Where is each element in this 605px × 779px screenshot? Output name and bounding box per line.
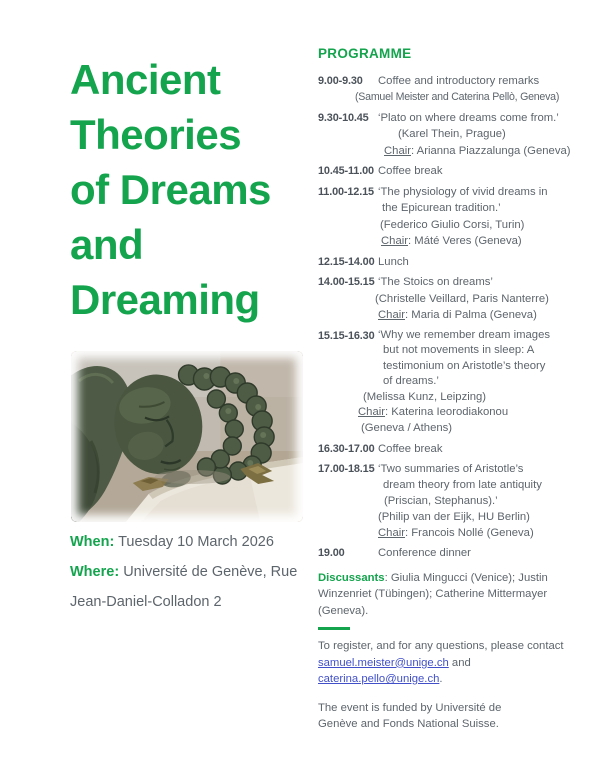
programme-event — [318, 461, 592, 541]
detail-label: Where: — [70, 564, 120, 580]
registration-text: To register, and for any questions, please contact — [318, 640, 564, 653]
event-line: of dreams.’ — [383, 375, 439, 388]
programme-event — [318, 274, 592, 324]
detail-line: When: Tuesday 10 March 2026 — [70, 534, 274, 550]
event-line: Coffee and introductory remarks — [378, 74, 540, 87]
title-line: and — [70, 221, 144, 268]
event-chair-line: Chair: Katerina Ieorodiakonou — [358, 406, 509, 419]
event-line: Coffee break — [378, 442, 443, 455]
funding-paragraph: The event is funded by Université de Genève and Fonds National Suisse. — [318, 701, 502, 731]
title-line: of Dreams — [70, 166, 271, 213]
event-line: ‘Plato on where dreams come from.’ — [378, 111, 559, 124]
discussants-paragraph — [318, 570, 592, 620]
page-title — [70, 52, 320, 327]
event-line: (Geneva / Athens) — [361, 422, 453, 435]
event-line: (Federico Giulio Corsi, Turin) — [380, 218, 525, 231]
registration-paragraph: To register, and for any questions, please contact samuel.meister@unige.ch and caterina.pello@unige.ch. — [318, 640, 564, 686]
event-line: (Karel Thein, Prague) — [398, 128, 506, 140]
title-line: Theories — [70, 111, 242, 158]
email-link-caterina[interactable]: caterina.pello@unige.ch — [318, 673, 440, 686]
event-line: Conference dinner — [378, 547, 471, 560]
detail-label: When: — [70, 534, 115, 550]
event-line: ‘The Stoics on dreams’ — [378, 276, 493, 288]
event-line: (Christelle Veillard, Paris Nanterre) — [375, 292, 549, 305]
programme-heading: PROGRAMME — [318, 46, 412, 61]
programme-event — [318, 545, 592, 562]
event-chair-line: Chair: Arianna Piazzalunga (Geneva) — [384, 144, 571, 157]
email-link-samuel[interactable]: samuel.meister@unige.ch — [318, 656, 449, 669]
event-time: 15.15-16.30 — [318, 329, 375, 342]
programme-event — [318, 110, 592, 160]
event-line: testimonium on Aristotle’s theory — [383, 359, 546, 372]
programme-column — [318, 46, 592, 733]
event-time: 14.00-15.15 — [318, 276, 375, 288]
programme-event — [318, 328, 592, 437]
event-line: dream theory from late antiquity — [383, 479, 542, 492]
title-line: Ancient — [70, 56, 221, 103]
event-line: but not movements in sleep: A — [383, 344, 535, 357]
event-time: 17.00-18.15 — [318, 463, 375, 476]
chair-label: Chair — [378, 309, 405, 321]
event-time: 9.00-9.30 — [318, 74, 363, 87]
event-line: (Priscian, Stephanus).’ — [384, 495, 498, 508]
event-line: (Melissa Kunz, Leipzing) — [363, 390, 487, 403]
programme-event — [318, 254, 592, 271]
chair-label: Chair — [384, 144, 411, 157]
event-time: 16.30-17.00 — [318, 442, 375, 455]
event-details — [70, 527, 297, 617]
event-time: 19.00 — [318, 547, 345, 560]
discussants-label: Discussants — [318, 571, 385, 584]
programme-event — [318, 73, 592, 106]
detail-line: Jean-Daniel-Colladon 2 — [70, 594, 222, 610]
event-time: 12.15-14.00 — [318, 255, 375, 268]
event-line: Lunch — [378, 255, 409, 268]
event-line: (Samuel Meister and Caterina Pellò, Geneva) — [355, 91, 560, 103]
event-time: 10.45-11.00 — [318, 165, 374, 177]
programme-event — [318, 184, 592, 250]
event-line: Coffee break — [378, 165, 443, 177]
programme-list — [318, 73, 592, 562]
chair-label: Chair — [381, 235, 408, 247]
event-chair-line: Chair: Maria di Palma (Geneva) — [378, 309, 537, 321]
programme-event — [318, 163, 592, 180]
discussants-text: : Giulia Mingucci (Venice); Justin Winzenriet (Tübingen); Catherine Mittermayer (Geneva). — [318, 571, 548, 617]
chair-label: Chair — [358, 406, 385, 419]
detail-line: Where: Université de Genève, Rue — [70, 564, 298, 580]
event-line: ‘Two summaries of Aristotle’s — [378, 463, 524, 476]
event-time: 9.30-10.45 — [318, 111, 369, 124]
programme-event — [318, 441, 592, 458]
event-line: (Philip van der Eijk, HU Berlin) — [378, 511, 530, 524]
event-line: the Epicurean tradition.’ — [382, 202, 501, 214]
event-chair-line: Chair: Máté Veres (Geneva) — [381, 235, 522, 247]
sleeping-eros-illustration — [71, 351, 303, 522]
event-line: ‘Why we remember dream images — [378, 328, 551, 341]
green-divider — [318, 627, 350, 630]
event-line: ‘The physiology of vivid dreams in — [378, 185, 548, 198]
statue-image — [71, 351, 303, 522]
event-time: 11.00-12.15 — [318, 185, 374, 198]
event-chair-line: Chair: Francois Nollé (Geneva) — [378, 527, 534, 540]
chair-label: Chair — [378, 527, 405, 540]
title-line: Dreaming — [70, 276, 260, 323]
